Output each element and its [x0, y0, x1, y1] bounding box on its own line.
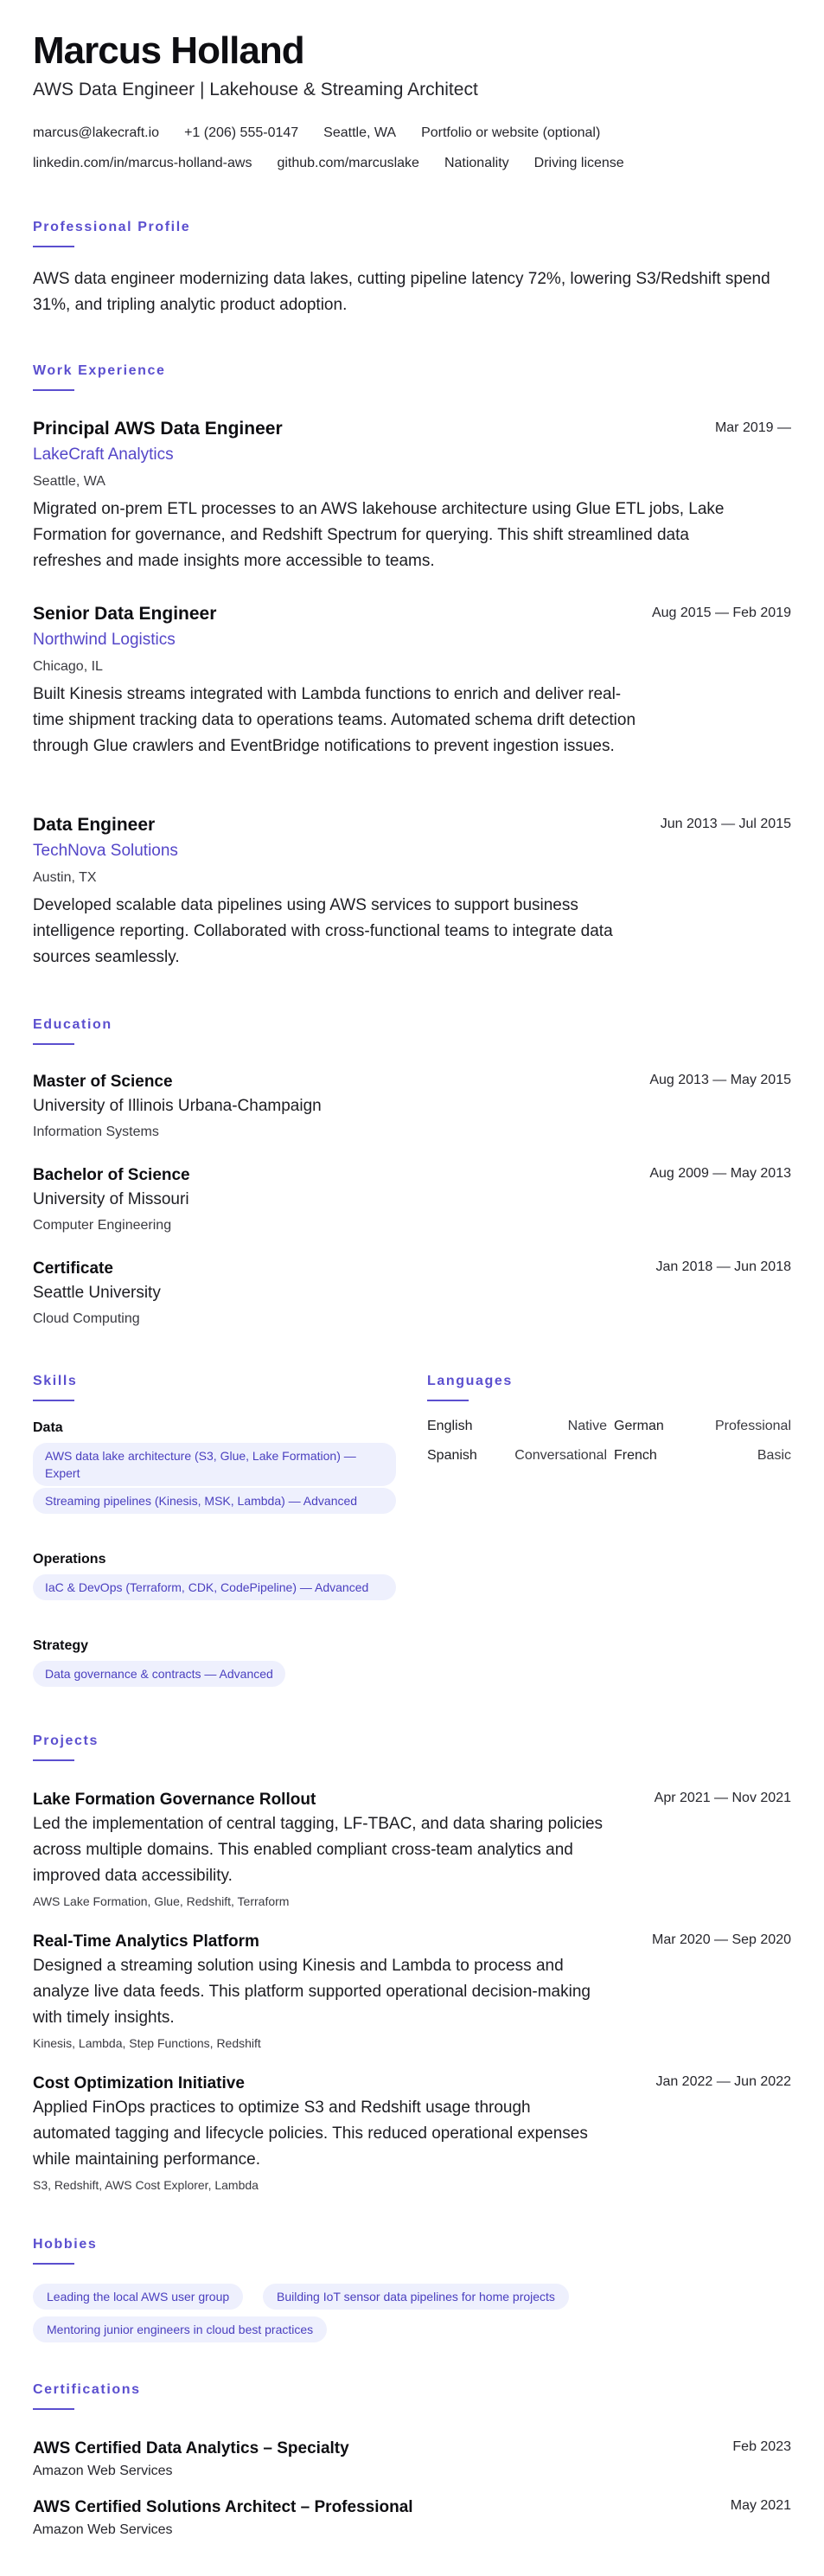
job-description: Built Kinesis streams integrated with Lambda functions to enrich and deliver real-time shipment tracking data to operations teams. Automated schema drift detection through Glue crawlers and EventBridge notifications to prevent ingestion issues.	[33, 685, 636, 755]
skill-pill: Data governance & contracts — Advanced	[33, 1661, 285, 1687]
language-name: French	[614, 1448, 657, 1463]
section-title-languages: Languages	[427, 1374, 513, 1388]
section-title-hobbies: Hobbies	[33, 2237, 98, 2252]
contact-row-secondary	[33, 156, 649, 171]
section-title-projects: Projects	[33, 1733, 99, 1748]
project-tech: S3, Redshift, AWS Cost Explorer, Lambda	[33, 2178, 259, 2192]
section-rule	[33, 1043, 74, 1045]
language-level: Professional	[714, 1419, 791, 1433]
project-dates: Jan 2022 — Jun 2022	[655, 2074, 791, 2089]
project-description: Designed a streaming solution using Kinesis and Lambda to process and analyze live data feeds. This platform supported operational decision-making with timely insights.	[33, 1957, 591, 2027]
contact-github[interactable]: github.com/marcuslake	[277, 156, 419, 170]
certification-date: Feb 2023	[732, 2439, 791, 2454]
job-location: Seattle, WA	[33, 474, 105, 489]
skill-pill: Streaming pipelines (Kinesis, MSK, Lambda) — Advanced	[33, 1488, 396, 1514]
candidate-name: Marcus Holland	[33, 29, 304, 72]
contact-nationality: Nationality	[444, 156, 509, 170]
company-name: Northwind Logistics	[33, 631, 176, 649]
skill-group-label: Strategy	[33, 1638, 89, 1653]
certification-issuer: Amazon Web Services	[33, 2522, 173, 2537]
hobby-pill: Mentoring junior engineers in cloud best practices	[33, 2316, 327, 2342]
profile-text: AWS data engineer modernizing data lakes, cutting pipeline latency 72%, lowering S3/Redshift spend 31%, and tripling analytic product adoption.	[33, 270, 770, 314]
section-rule	[33, 2408, 74, 2410]
job-dates: Jun 2013 — Jul 2015	[660, 817, 791, 831]
language-level: Conversational	[514, 1448, 607, 1463]
language-name: Spanish	[427, 1448, 477, 1463]
field-of-study: Computer Engineering	[33, 1218, 172, 1233]
job-title: Principal AWS Data Engineer	[33, 419, 283, 439]
contact-location: Seattle, WA	[323, 125, 397, 140]
section-rule	[33, 2263, 74, 2265]
section-rule	[33, 1400, 74, 1401]
section-rule	[33, 246, 74, 247]
job-dates: Mar 2019 —	[714, 420, 791, 435]
company-name: TechNova Solutions	[33, 842, 178, 860]
degree: Bachelor of Science	[33, 1166, 190, 1184]
certification-issuer: Amazon Web Services	[33, 2464, 173, 2478]
section-rule	[427, 1400, 469, 1401]
project-tech: Kinesis, Lambda, Step Functions, Redshift	[33, 2036, 261, 2050]
section-title-profile: Professional Profile	[33, 220, 191, 234]
language-name: German	[614, 1419, 664, 1433]
contact-linkedin[interactable]: linkedin.com/in/marcus-holland-aws	[33, 156, 252, 170]
contact-phone[interactable]: +1 (206) 555-0147	[184, 125, 299, 140]
section-title-skills: Skills	[33, 1374, 78, 1388]
language-level: Native	[567, 1419, 607, 1433]
project-name: Real-Time Analytics Platform	[33, 1932, 259, 1951]
skill-pill: IaC & DevOps (Terraform, CDK, CodePipeline) — Advanced	[33, 1574, 396, 1600]
certification-name: AWS Certified Solutions Architect – Professional	[33, 2498, 413, 2516]
education-dates: Jan 2018 — Jun 2018	[655, 1259, 791, 1274]
project-description: Applied FinOps practices to optimize S3 and Redshift usage through automated tagging and lifecycle policies. This reduced operational expenses while maintaining performance.	[33, 2099, 588, 2169]
field-of-study: Information Systems	[33, 1125, 159, 1139]
certification-date: May 2021	[730, 2498, 791, 2513]
job-description: Developed scalable data pipelines using AWS services to support business intelligence reporting. Collaborated with cross-functional teams to integrate data sources seamlessly.	[33, 896, 613, 966]
section-rule	[33, 389, 74, 391]
project-name: Cost Optimization Initiative	[33, 2074, 245, 2092]
project-description: Led the implementation of central tagging, LF-TBAC, and data sharing policies across multiple domains. This enabled compliant cross-team analytics and improved data accessibility.	[33, 1815, 604, 1885]
hobby-pill: Building IoT sensor data pipelines for home projects	[263, 2284, 569, 2310]
job-description: Migrated on-prem ETL processes to an AWS lakehouse architecture using Glue ETL jobs, Lake Formation for governance, and Redshift Spectrum for querying. This shift streamlined data refreshes and made insights more accessible to teams.	[33, 500, 725, 570]
education-dates: Aug 2013 — May 2015	[649, 1073, 791, 1087]
contact-portfolio[interactable]: Portfolio or website (optional)	[421, 125, 601, 140]
job-location: Austin, TX	[33, 870, 97, 885]
section-rule	[33, 1759, 74, 1761]
project-name: Lake Formation Governance Rollout	[33, 1791, 316, 1809]
skill-pill: AWS data lake architecture (S3, Glue, Lake Formation) — Expert	[33, 1443, 396, 1486]
job-location: Chicago, IL	[33, 659, 103, 674]
job-title: Data Engineer	[33, 815, 156, 835]
contact-driving-license: Driving license	[533, 156, 624, 170]
contact-email[interactable]: marcus@lakecraft.io	[33, 125, 160, 140]
job-dates: Aug 2015 — Feb 2019	[651, 606, 791, 620]
certification-name: AWS Certified Data Analytics – Specialty	[33, 2439, 349, 2457]
project-tech: AWS Lake Formation, Glue, Redshift, Terraform	[33, 1894, 290, 1908]
school-name: University of Missouri	[33, 1190, 189, 1208]
project-dates: Apr 2021 — Nov 2021	[654, 1791, 791, 1805]
section-title-education: Education	[33, 1017, 112, 1032]
language-level: Basic	[757, 1448, 791, 1463]
school-name: Seattle University	[33, 1284, 161, 1302]
skill-group-label: Operations	[33, 1552, 106, 1567]
field-of-study: Cloud Computing	[33, 1311, 140, 1326]
degree: Master of Science	[33, 1073, 173, 1091]
skill-group-label: Data	[33, 1420, 63, 1435]
section-title-experience: Work Experience	[33, 363, 166, 378]
education-dates: Aug 2009 — May 2013	[649, 1166, 791, 1181]
section-title-certifications: Certifications	[33, 2382, 141, 2397]
language-name: English	[427, 1419, 473, 1433]
candidate-headline: AWS Data Engineer | Lakehouse & Streaming Architect	[33, 80, 478, 99]
company-name: LakeCraft Analytics	[33, 445, 174, 464]
project-dates: Mar 2020 — Sep 2020	[652, 1932, 791, 1947]
contact-row-primary	[33, 125, 625, 141]
job-title: Senior Data Engineer	[33, 604, 217, 624]
school-name: University of Illinois Urbana-Champaign	[33, 1097, 322, 1115]
hobby-pill: Leading the local AWS user group	[33, 2284, 243, 2310]
degree: Certificate	[33, 1259, 113, 1278]
